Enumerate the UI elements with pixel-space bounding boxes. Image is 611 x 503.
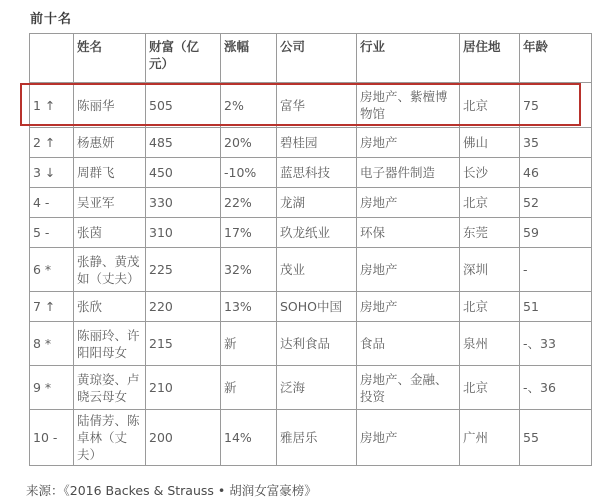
cell-name: 黄琼姿、卢晓云母女 xyxy=(74,366,146,410)
header-industry: 行业 xyxy=(357,34,460,83)
cell-age: -、33 xyxy=(520,322,592,366)
cell-wealth: 210 xyxy=(146,366,221,410)
header-company: 公司 xyxy=(277,34,357,83)
cell-name: 张茵 xyxy=(74,218,146,248)
cell-change: 22% xyxy=(221,188,277,218)
cell-change: 新 xyxy=(221,322,277,366)
cell-name: 陈丽玲、许阳阳母女 xyxy=(74,322,146,366)
cell-company: SOHO中国 xyxy=(277,292,357,322)
cell-company: 达利食品 xyxy=(277,322,357,366)
cell-company: 蓝思科技 xyxy=(277,158,357,188)
cell-industry: 房地产 xyxy=(357,292,460,322)
cell-name: 张静、黄茂如（丈夫） xyxy=(74,248,146,292)
cell-name: 吴亚军 xyxy=(74,188,146,218)
header-residence: 居住地 xyxy=(460,34,520,83)
cell-industry: 房地产 xyxy=(357,248,460,292)
cell-residence: 北京 xyxy=(460,292,520,322)
cell-residence: 北京 xyxy=(460,83,520,128)
table-row xyxy=(30,83,592,128)
cell-industry: 房地产 xyxy=(357,188,460,218)
cell-age: 35 xyxy=(520,128,592,158)
cell-industry: 电子器件制造 xyxy=(357,158,460,188)
cell-company: 富华 xyxy=(277,83,357,128)
cell-company: 雅居乐 xyxy=(277,410,357,466)
header-name: 姓名 xyxy=(74,34,146,83)
cell-industry: 房地产、金融、投资 xyxy=(357,366,460,410)
cell-change: -10% xyxy=(221,158,277,188)
cell-wealth: 485 xyxy=(146,128,221,158)
cell-change: 13% xyxy=(221,292,277,322)
cell-age: 59 xyxy=(520,218,592,248)
cell-rank: 6 * xyxy=(30,248,74,292)
cell-company: 玖龙纸业 xyxy=(277,218,357,248)
table-row xyxy=(30,188,592,218)
cell-industry: 食品 xyxy=(357,322,460,366)
cell-residence: 广州 xyxy=(460,410,520,466)
cell-change: 14% xyxy=(221,410,277,466)
ranking-table xyxy=(29,33,592,466)
cell-residence: 泉州 xyxy=(460,322,520,366)
cell-name: 杨惠妍 xyxy=(74,128,146,158)
cell-company: 碧桂园 xyxy=(277,128,357,158)
table-row xyxy=(30,366,592,410)
cell-name: 周群飞 xyxy=(74,158,146,188)
cell-age: -、36 xyxy=(520,366,592,410)
table-header-row xyxy=(30,34,592,83)
cell-rank: 4 - xyxy=(30,188,74,218)
page-title: 前十名 xyxy=(30,12,73,27)
cell-rank: 2 ↑ xyxy=(30,128,74,158)
table-row xyxy=(30,218,592,248)
table-row xyxy=(30,248,592,292)
cell-change: 32% xyxy=(221,248,277,292)
header-wealth: 财富（亿元） xyxy=(146,34,221,83)
cell-name: 陈丽华 xyxy=(74,83,146,128)
cell-residence: 东莞 xyxy=(460,218,520,248)
cell-industry: 房地产、紫檀博物馆 xyxy=(357,83,460,128)
cell-company: 茂业 xyxy=(277,248,357,292)
cell-rank: 10 - xyxy=(30,410,74,466)
cell-wealth: 215 xyxy=(146,322,221,366)
source-note: 来源：《2016 Backes & Strauss • 胡润女富豪榜》 xyxy=(26,483,317,498)
cell-wealth: 330 xyxy=(146,188,221,218)
cell-wealth: 220 xyxy=(146,292,221,322)
cell-rank: 8 * xyxy=(30,322,74,366)
table-row xyxy=(30,128,592,158)
table-row xyxy=(30,322,592,366)
cell-wealth: 225 xyxy=(146,248,221,292)
cell-age: 51 xyxy=(520,292,592,322)
cell-rank: 5 - xyxy=(30,218,74,248)
cell-company: 泛海 xyxy=(277,366,357,410)
cell-change: 17% xyxy=(221,218,277,248)
cell-industry: 环保 xyxy=(357,218,460,248)
cell-industry: 房地产 xyxy=(357,128,460,158)
cell-change: 20% xyxy=(221,128,277,158)
cell-wealth: 310 xyxy=(146,218,221,248)
cell-name: 张欣 xyxy=(74,292,146,322)
cell-residence: 北京 xyxy=(460,188,520,218)
cell-age: 75 xyxy=(520,83,592,128)
cell-change: 2% xyxy=(221,83,277,128)
cell-residence: 长沙 xyxy=(460,158,520,188)
table-row xyxy=(30,410,592,466)
table-row xyxy=(30,292,592,322)
cell-wealth: 200 xyxy=(146,410,221,466)
cell-age: 52 xyxy=(520,188,592,218)
cell-industry: 房地产 xyxy=(357,410,460,466)
cell-residence: 佛山 xyxy=(460,128,520,158)
header-change: 涨幅 xyxy=(221,34,277,83)
cell-rank: 7 ↑ xyxy=(30,292,74,322)
header-age: 年龄 xyxy=(520,34,592,83)
cell-residence: 深圳 xyxy=(460,248,520,292)
cell-rank: 1 ↑ xyxy=(30,83,74,128)
cell-wealth: 505 xyxy=(146,83,221,128)
cell-age: - xyxy=(520,248,592,292)
cell-rank: 3 ↓ xyxy=(30,158,74,188)
cell-wealth: 450 xyxy=(146,158,221,188)
cell-age: 46 xyxy=(520,158,592,188)
cell-company: 龙湖 xyxy=(277,188,357,218)
cell-change: 新 xyxy=(221,366,277,410)
cell-rank: 9 * xyxy=(30,366,74,410)
header-rank xyxy=(30,34,74,83)
cell-residence: 北京 xyxy=(460,366,520,410)
cell-name: 陆倩芳、陈卓林（丈夫） xyxy=(74,410,146,466)
cell-age: 55 xyxy=(520,410,592,466)
table-row xyxy=(30,158,592,188)
